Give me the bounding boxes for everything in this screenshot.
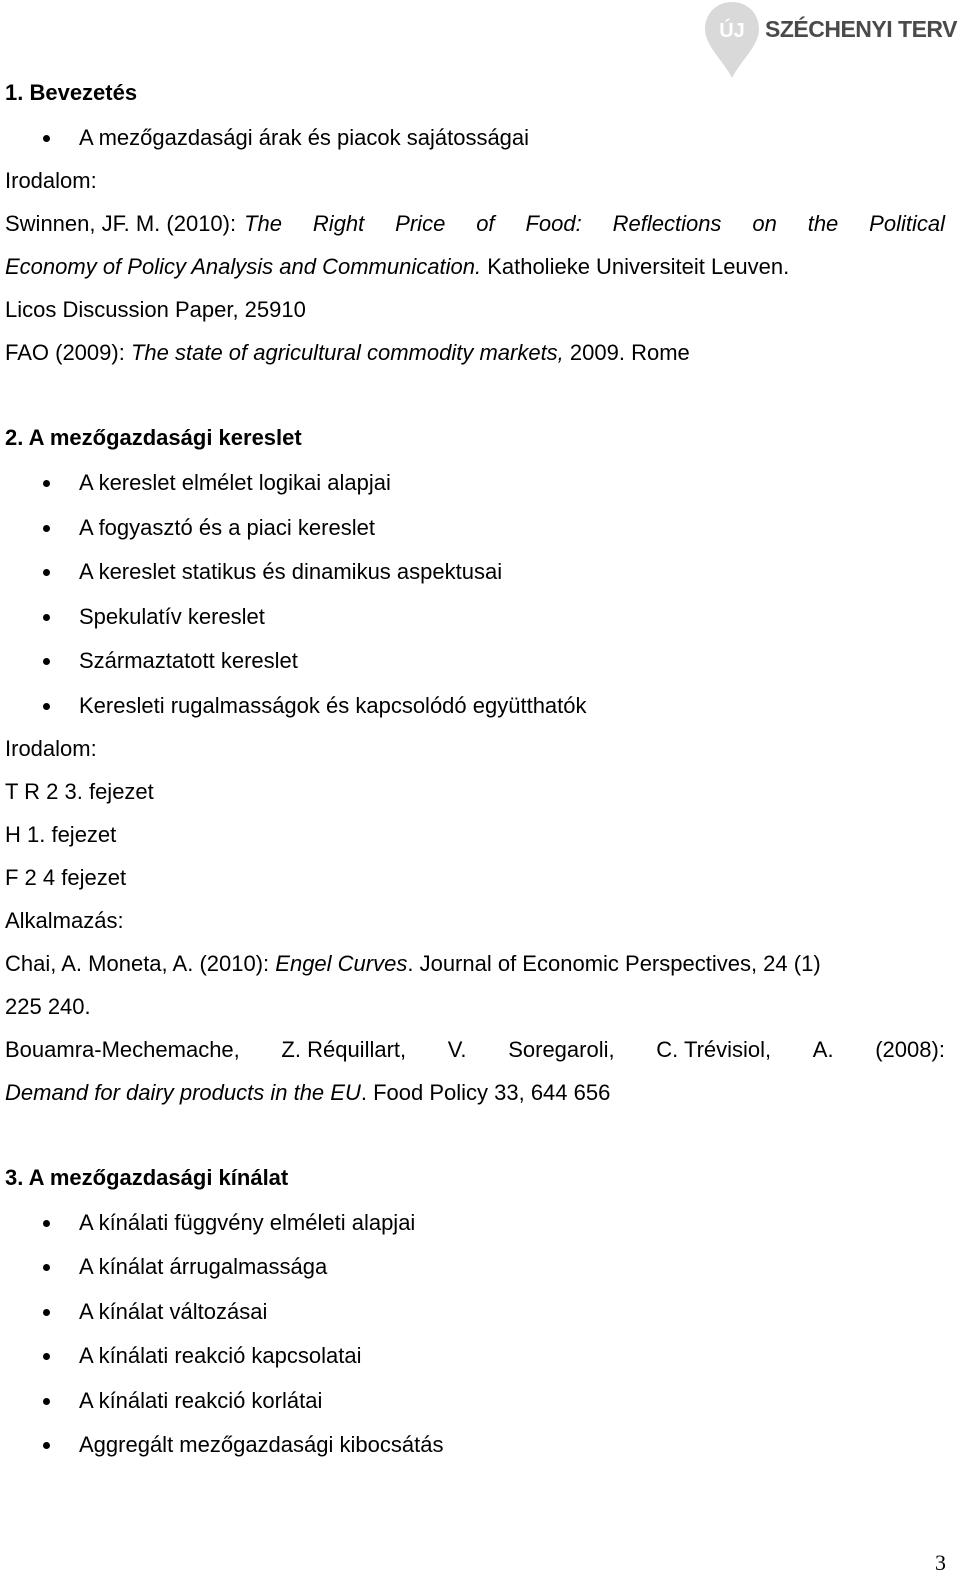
reference-title: Demand for dairy products in the EU <box>5 1080 361 1105</box>
section-2-heading: 2. A mezőgazdasági kereslet <box>5 425 302 450</box>
reference-bouamra-line-2: Demand for dairy products in the EU. Food Policy 33, 644 656 <box>5 1080 611 1105</box>
logo-badge-text: ÚJ <box>719 20 745 42</box>
bullet-icon <box>43 480 50 487</box>
bullet-icon <box>43 1398 50 1405</box>
reference-swinnen-line-2: Economy of Policy Analysis and Communication. Katholieke Universiteit Leuven. <box>5 254 790 279</box>
section-1-heading: 1. Bevezetés <box>5 80 138 105</box>
bullet-icon <box>43 569 50 576</box>
reference-title: The Right Price of Food: Reflections on the Political <box>244 211 945 236</box>
location-pin-icon <box>703 0 761 80</box>
reference-fao: FAO (2009): The state of agricultural commodity markets, 2009. Rome <box>5 340 690 365</box>
bullet-icon <box>43 614 50 621</box>
bullet-icon <box>43 1309 50 1316</box>
literature-item: H 1. fejezet <box>5 822 117 847</box>
bullet-icon <box>43 1353 50 1360</box>
reference-chai-line-2: 225 240. <box>5 994 91 1019</box>
section-3-heading: 3. A mezőgazdasági kínálat <box>5 1165 289 1190</box>
literature-label: Irodalom: <box>5 168 97 193</box>
literature-label: Irodalom: <box>5 736 97 761</box>
bullet-icon <box>43 703 50 710</box>
bullet-icon <box>43 1442 50 1449</box>
reference-swinnen-line-3: Licos Discussion Paper, 25910 <box>5 297 306 322</box>
bullet-icon <box>43 1264 50 1271</box>
szechenyi-terv-logo <box>703 0 957 80</box>
bullet-icon <box>43 1220 50 1227</box>
literature-item: T R 2 3. fejezet <box>5 779 154 804</box>
reference-chai-line-1: Chai, A. Moneta, A. (2010): Engel Curves . Journal of Economic Perspectives, 24 (1) <box>5 951 821 976</box>
reference-title: Engel Curves <box>275 951 408 976</box>
logo-name: SZÉCHENYI TERV <box>765 16 957 42</box>
bullet-icon <box>43 525 50 532</box>
application-label: Alkalmazás: <box>5 908 124 933</box>
reference-bouamra-line-1: Bouamra-Mechemache, Z. Réquillart, V. Soregaroli, C. Trévisiol, A. (2008): <box>5 1037 945 1062</box>
reference-swinnen-line-1: Swinnen, JF. M. (2010): The Right Price of Food: Reflections on the Political <box>5 211 945 236</box>
bullet-icon <box>43 135 50 142</box>
bullet-icon <box>43 658 50 665</box>
page-number: 3 <box>935 1550 946 1575</box>
literature-item: F 2 4 fejezet <box>5 865 127 890</box>
